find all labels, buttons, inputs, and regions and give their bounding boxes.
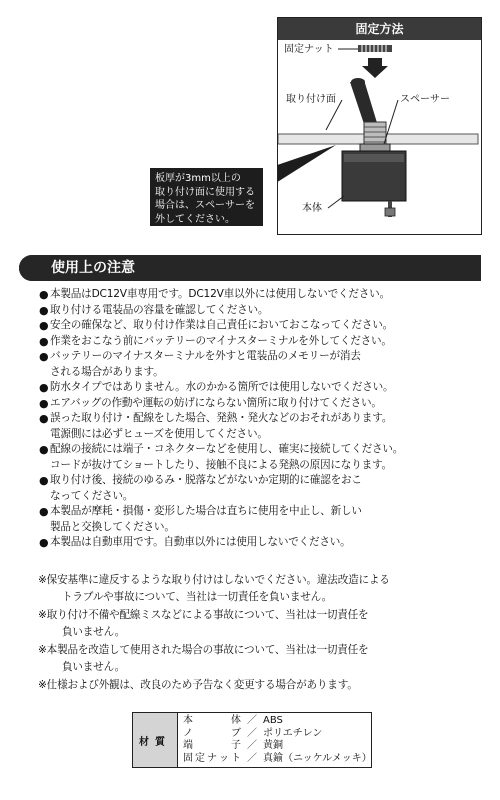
nut-label: 固定ナット xyxy=(284,44,334,55)
part-name: 固定ナット xyxy=(183,752,241,764)
materials-header: 材質 xyxy=(133,713,178,767)
list-item xyxy=(39,380,483,396)
part-material: ABS xyxy=(263,715,283,726)
list-item-text: 取り付け後、接続のゆるみ・脱落などがないか定期的に確認をおこ なってください。 xyxy=(50,474,362,502)
note-item: ※保安基準に違反するような取り付けはしないでください。違法改造による トラブルや事故について、当社は一切責任を負いません。 xyxy=(38,574,390,603)
nut-drawing xyxy=(358,45,392,52)
body-label: 本体 xyxy=(302,203,322,214)
list-item xyxy=(39,411,483,442)
separator: ／ xyxy=(247,740,257,752)
materials-row xyxy=(183,715,372,728)
materials-rows xyxy=(183,715,372,765)
list-item-text: 安全の確保など、取り付け作業は自己責任においておこなってください。 xyxy=(50,319,393,331)
diagram-title: 固定方法 xyxy=(278,18,481,40)
part-material: ポリエチレン xyxy=(263,727,323,739)
list-item xyxy=(39,303,483,319)
note-item: ※本製品を改造して使用された場合の事故について、当社は一切責任を 負いません。 xyxy=(38,644,369,673)
bullet-icon: ● xyxy=(39,381,49,394)
bullet-icon: ● xyxy=(39,412,49,425)
spacer-drawing xyxy=(360,144,390,151)
part-name: ノブ xyxy=(183,727,241,739)
part-name: 端子 xyxy=(183,740,241,752)
list-item xyxy=(39,334,483,350)
bullet-icon: ● xyxy=(39,474,49,487)
mounting-diagram xyxy=(277,17,482,235)
list-item xyxy=(39,396,483,412)
caution-list xyxy=(39,287,483,551)
mount-surface-label: 取り付け面 xyxy=(286,94,336,105)
list-item xyxy=(39,287,483,303)
disclaimer-notes xyxy=(38,572,478,694)
bullet-icon: ● xyxy=(39,350,49,363)
list-item xyxy=(39,504,483,535)
part-name: 本体 xyxy=(183,715,241,726)
materials-table xyxy=(132,712,372,768)
list-item-text: 配線の接続には端子・コネクターなどを使用し、確実に接続してください。 コードが抜けてショートしたり、接触不良による発熱の原因になります。 xyxy=(50,443,404,471)
list-item-text: バッテリーのマイナスターミナルを外すと電装品のメモリーが消去 される場合があります。 xyxy=(50,350,361,378)
list-item-text: エアバッグの作動や運転の妨げにならない箇所に取り付けてください。 xyxy=(50,396,382,409)
section-heading xyxy=(19,255,481,281)
separator: ／ xyxy=(247,752,257,764)
spacer-callout: 板厚が3mm以上の 取り付け面に使用する 場合は、スペーサーを 外してください。 xyxy=(150,168,263,226)
list-item xyxy=(39,473,483,504)
list-item-text: 本製品が摩耗・損傷・変形した場合は直ちに使用を中止し、新しい 製品と交換してください。 xyxy=(50,505,362,533)
separator: ／ xyxy=(247,715,257,726)
bullet-icon: ● xyxy=(39,536,49,549)
down-arrow-icon xyxy=(362,58,388,78)
materials-row xyxy=(183,753,372,766)
bullet-icon: ● xyxy=(39,443,49,456)
bullet-icon: ● xyxy=(39,334,49,348)
heading-rule xyxy=(151,266,481,270)
part-material: 真鍮（ニッケルメッキ） xyxy=(263,752,372,764)
spacer-label: スペーサー xyxy=(400,94,450,105)
note-item: ※取り付け不備や配線ミスなどによる事故について、当社は一切責任を 負いません。 xyxy=(38,609,369,638)
bullet-icon: ● xyxy=(39,319,49,332)
note-item: ※仕様および外観は、改良のため予告なく変更する場合があります。 xyxy=(38,679,358,691)
list-item-text: 作業をおこなう前にバッテリーのマイナスターミナルを外してください。 xyxy=(50,334,392,347)
list-item xyxy=(39,442,483,473)
list-item-text: 誤った取り付け・配線をした場合、発熱・発火などのおそれがあります。 電源側には必ずヒューズを使用してください。 xyxy=(50,412,393,440)
list-item-text: 本製品は自動車用です。自動車以外には使用しないでください。 xyxy=(50,536,351,548)
list-item xyxy=(39,349,483,380)
list-item-text: 防水タイプではありません。水のかかる箇所では使用しないでください。 xyxy=(50,381,394,393)
bullet-icon: ● xyxy=(39,396,49,410)
bullet-icon: ● xyxy=(39,288,49,301)
part-material: 黄銅 xyxy=(263,740,283,752)
materials-row xyxy=(183,740,372,753)
materials-row xyxy=(183,728,372,741)
list-item xyxy=(39,535,483,551)
bullet-icon: ● xyxy=(39,303,49,317)
list-item-text: 本製品はDC12V車専用です。DC12V車以外には使用しないでください。 xyxy=(50,288,390,300)
section-heading-label: 使用上の注意 xyxy=(19,255,151,281)
list-item-text: 取り付ける電装品の容量を確認してください。 xyxy=(50,303,269,316)
bullet-icon: ● xyxy=(39,505,49,518)
separator: ／ xyxy=(247,727,257,739)
list-item xyxy=(39,318,483,334)
